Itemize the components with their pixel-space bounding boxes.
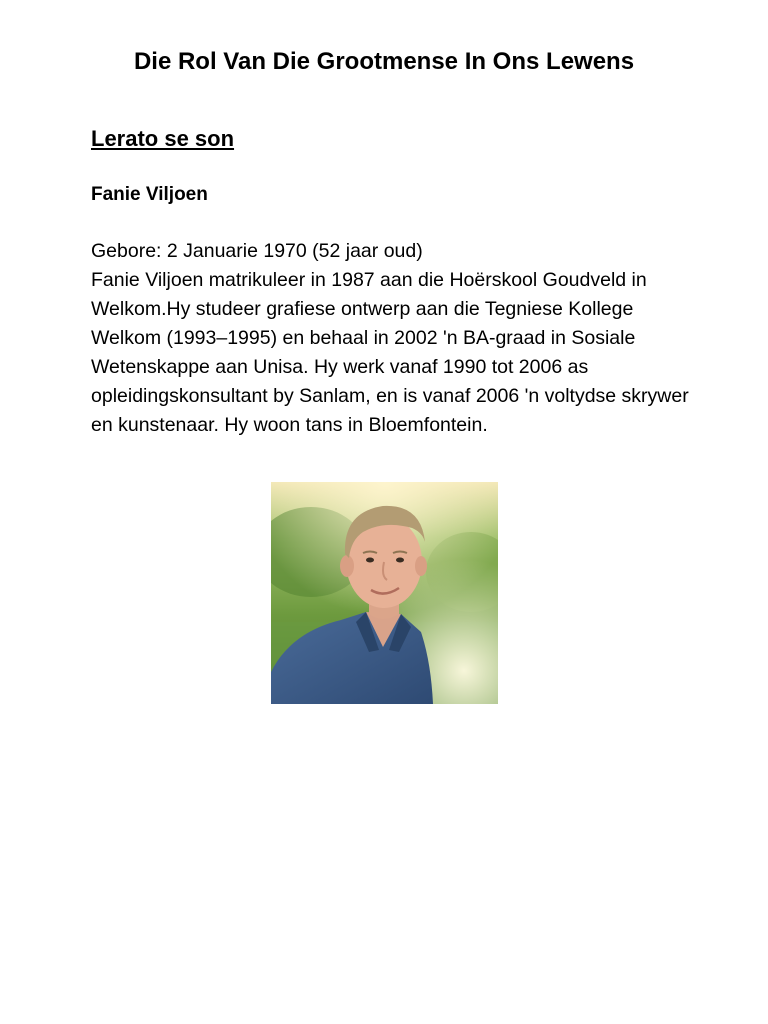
section-heading: Lerato se son — [91, 126, 235, 151]
biography-block — [91, 237, 691, 440]
portrait-illustration — [271, 482, 498, 704]
person-name: Fanie Viljoen — [91, 184, 208, 205]
document-title: Die Rol Van Die Grootmense In Ons Lewens — [133, 48, 635, 75]
author-portrait — [271, 482, 498, 704]
birth-line: Gebore: 2 Januarie 1970 (52 jaar oud) — [91, 240, 423, 262]
biography-paragraph: Fanie Viljoen matrikuleer in 1987 aan die Hoërskool Goudveld in Welkom.Hy studeer grafiese ontwerp aan die Tegniese Kollege Welkom (1993–1995) en behaal in 2002 'n BA-graad in Sosiale Wetenskappe aan Unisa. Hy werk vanaf 1990 tot 2006 as opleidingskonsultant by Sanlam, en is vanaf 2006 'n voltydse skrywer en kunstenaar. Hy woon tans in Bloemfontein. — [91, 269, 689, 436]
